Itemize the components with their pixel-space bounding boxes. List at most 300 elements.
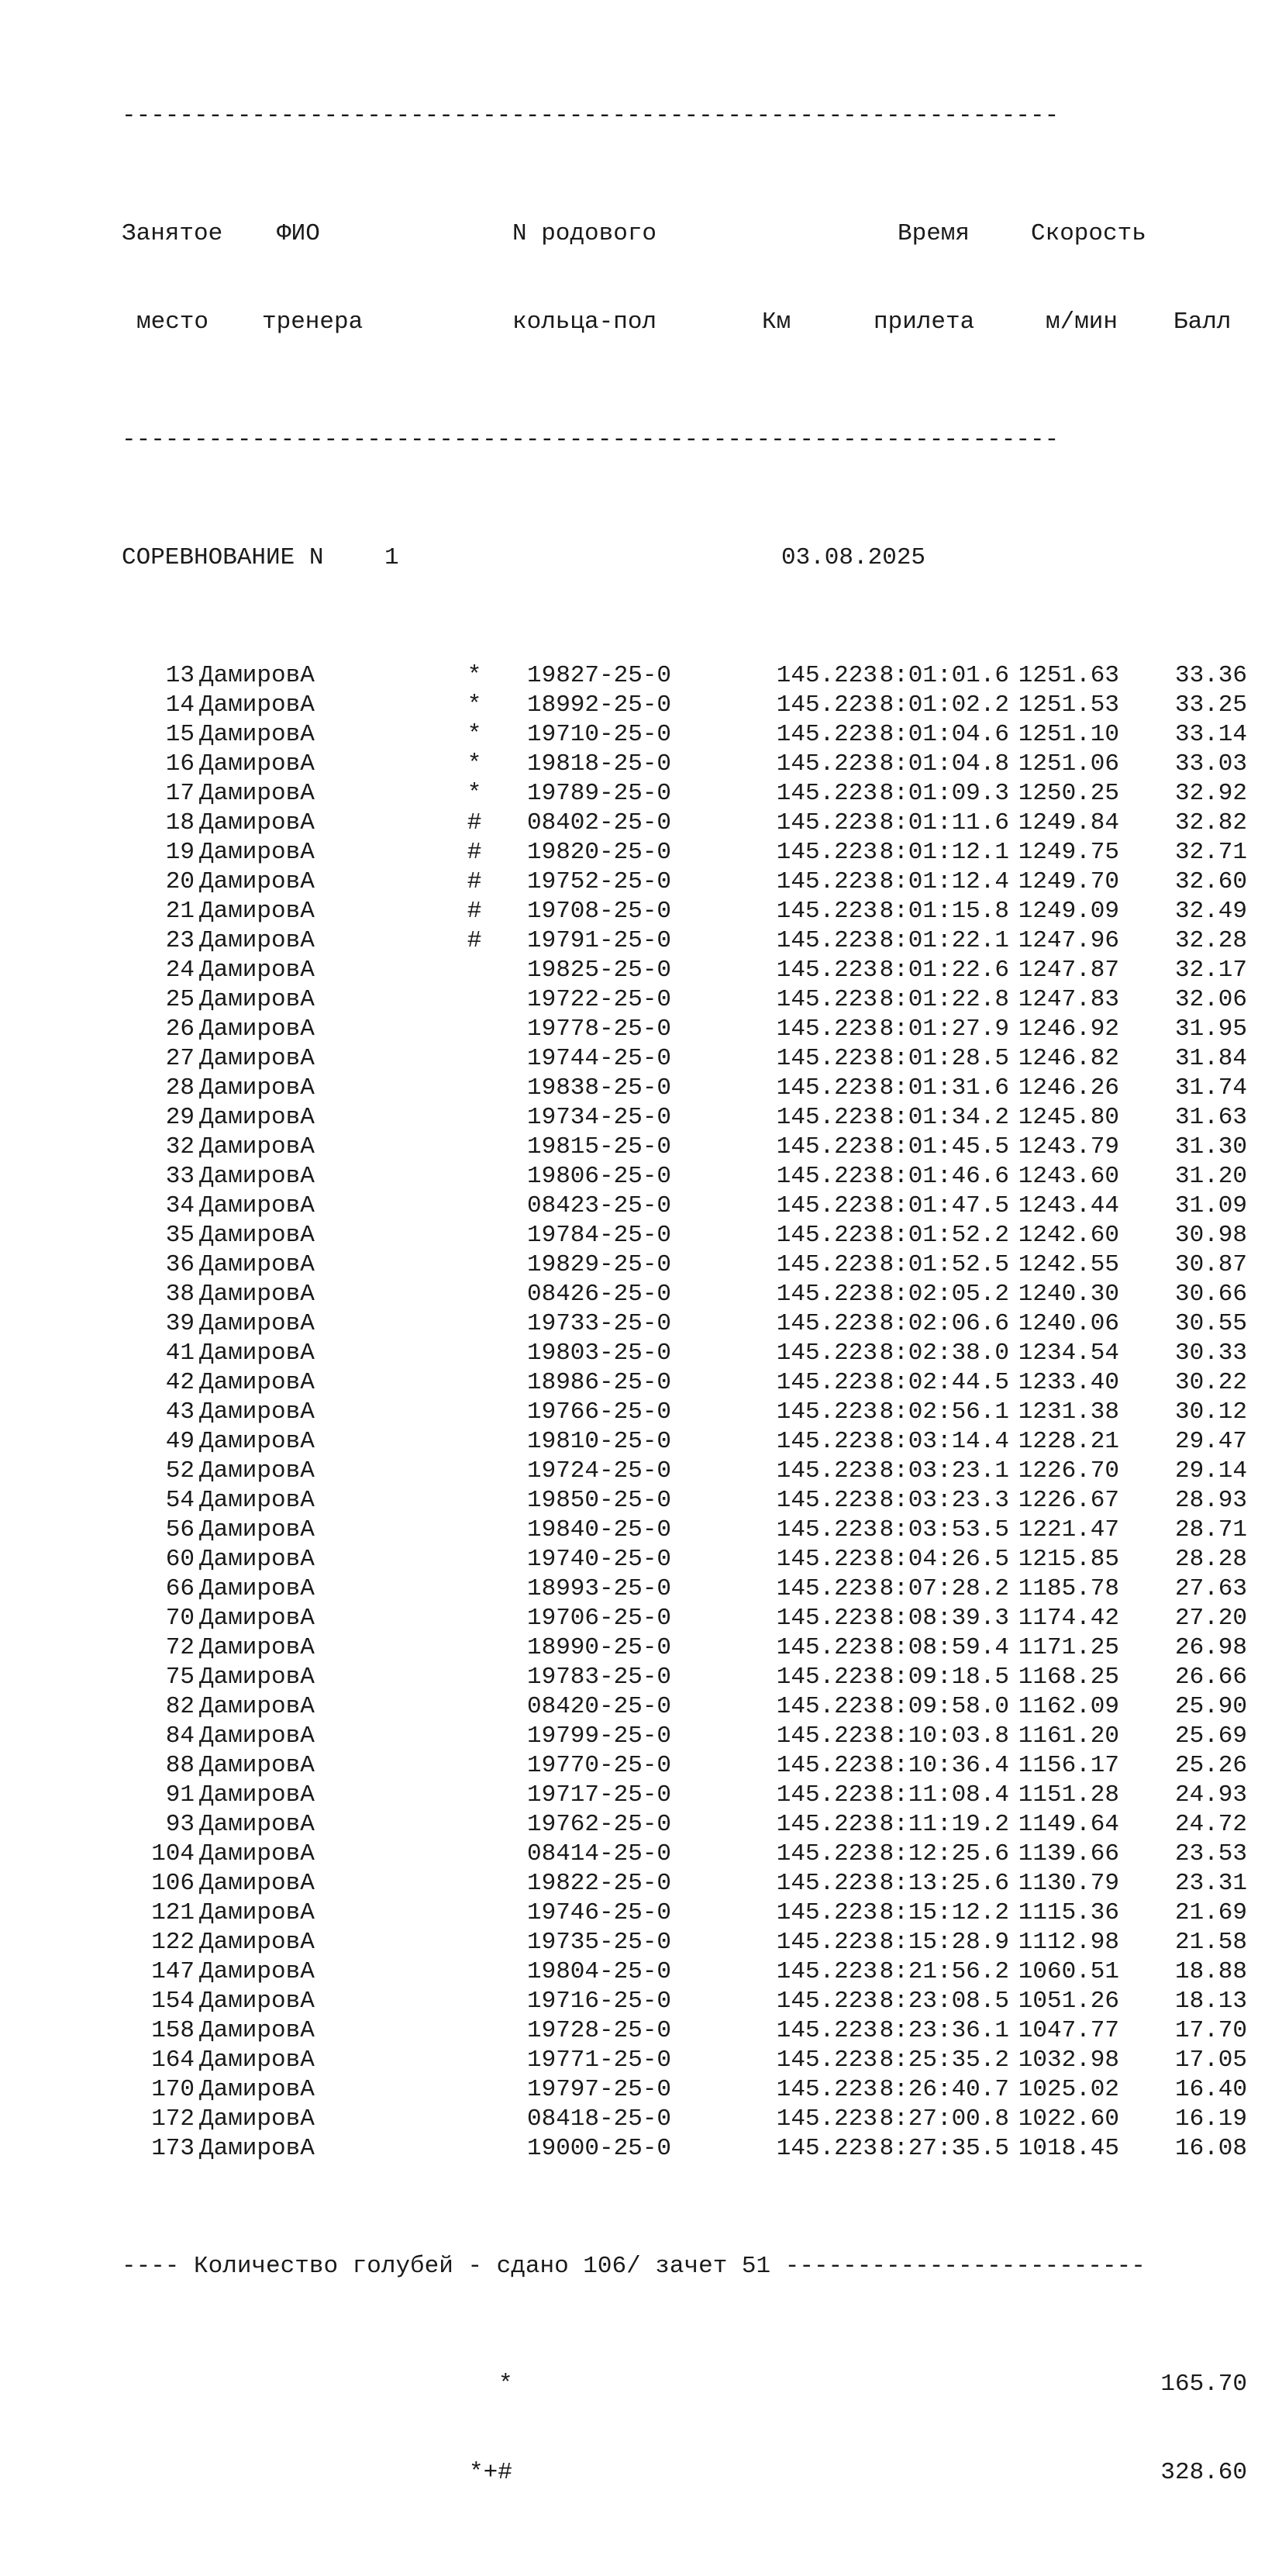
table-row xyxy=(122,1074,1253,1103)
ring-number-cell: 08423-25-0 xyxy=(527,1192,672,1219)
trainer-name-cell: ДамировА xyxy=(199,1840,315,1867)
place-cell: 20 xyxy=(165,868,195,895)
place-cell: 34 xyxy=(165,1192,195,1219)
place-cell: 70 xyxy=(165,1605,195,1632)
place-cell: 49 xyxy=(165,1428,195,1455)
speed-cell: 1249.09 xyxy=(1018,898,1119,925)
place-cell: 121 xyxy=(151,1899,195,1926)
speed-cell: 1231.38 xyxy=(1018,1398,1119,1426)
table-row xyxy=(122,1987,1253,2016)
speed-cell: 1243.60 xyxy=(1018,1163,1119,1190)
arrival-time-cell: 8:15:12.2 xyxy=(879,1899,1009,1926)
arrival-time-cell: 8:01:22.1 xyxy=(879,927,1009,954)
trainer-name-cell: ДамировА xyxy=(199,1369,315,1396)
place-cell: 26 xyxy=(165,1016,195,1043)
speed-cell: 1161.20 xyxy=(1018,1723,1119,1750)
speed-cell: 1249.75 xyxy=(1018,839,1119,866)
score-cell: 33.25 xyxy=(1174,691,1247,719)
speed-cell: 1162.09 xyxy=(1018,1693,1119,1720)
distance-cell: 145.223 xyxy=(776,691,877,719)
distance-cell: 145.223 xyxy=(776,868,877,895)
place-cell: 25 xyxy=(165,986,195,1013)
header-ring-2: кольца-пол xyxy=(512,309,657,336)
score-cell: 28.93 xyxy=(1174,1487,1247,1514)
arrival-time-cell: 8:09:18.5 xyxy=(879,1664,1009,1691)
place-cell: 41 xyxy=(165,1340,195,1367)
score-cell: 25.90 xyxy=(1174,1693,1247,1720)
place-cell: 147 xyxy=(151,1958,195,1985)
score-cell: 30.55 xyxy=(1174,1310,1247,1337)
table-row xyxy=(122,1663,1253,1692)
arrival-time-cell: 8:03:14.4 xyxy=(879,1428,1009,1455)
table-row xyxy=(122,1309,1253,1339)
distance-cell: 145.223 xyxy=(776,1074,877,1102)
trainer-name-cell: ДамировА xyxy=(199,1546,315,1573)
table-row xyxy=(122,1250,1253,1280)
results-table xyxy=(122,661,1253,2164)
score-cell: 27.63 xyxy=(1174,1575,1247,1602)
table-row xyxy=(122,1221,1253,1250)
table-row xyxy=(122,1957,1253,1987)
place-cell: 122 xyxy=(151,1929,195,1956)
table-row xyxy=(122,809,1253,838)
distance-cell: 145.223 xyxy=(776,1546,877,1573)
trainer-name-cell: ДамировА xyxy=(199,1104,315,1131)
table-row xyxy=(122,779,1253,809)
table-row xyxy=(122,661,1253,691)
distance-cell: 145.223 xyxy=(776,1192,877,1219)
distance-cell: 145.223 xyxy=(776,780,877,807)
arrival-time-cell: 8:01:27.9 xyxy=(879,1016,1009,1043)
header-separator: ----------------------------------------------------------------- xyxy=(122,426,1060,453)
trainer-name-cell: ДамировА xyxy=(199,691,315,719)
trainer-name-cell: ДамировА xyxy=(199,1340,315,1367)
arrival-time-cell: 8:12:25.6 xyxy=(879,1840,1009,1867)
ring-number-cell: 19708-25-0 xyxy=(527,898,672,925)
mark-cell: * xyxy=(467,691,482,719)
arrival-time-cell: 8:26:40.7 xyxy=(879,2076,1009,2103)
table-row xyxy=(122,1928,1253,1957)
table-row xyxy=(122,1722,1253,1751)
score-cell: 31.20 xyxy=(1174,1163,1247,1190)
arrival-time-cell: 8:09:58.0 xyxy=(879,1693,1009,1720)
distance-cell: 145.223 xyxy=(776,721,877,748)
score-cell: 31.95 xyxy=(1174,1016,1247,1043)
ring-number-cell: 19752-25-0 xyxy=(527,868,672,895)
ring-number-cell: 19716-25-0 xyxy=(527,1988,672,2015)
table-row xyxy=(122,750,1253,779)
trainer-name-cell: ДамировА xyxy=(199,1575,315,1602)
place-cell: 56 xyxy=(165,1516,195,1543)
arrival-time-cell: 8:01:04.6 xyxy=(879,721,1009,748)
ring-number-cell: 19818-25-0 xyxy=(527,750,672,778)
score-cell: 31.30 xyxy=(1174,1133,1247,1160)
distance-cell: 145.223 xyxy=(776,1664,877,1691)
arrival-time-cell: 8:01:04.8 xyxy=(879,750,1009,778)
arrival-time-cell: 8:25:35.2 xyxy=(879,2047,1009,2074)
distance-cell: 145.223 xyxy=(776,1133,877,1160)
speed-cell: 1228.21 xyxy=(1018,1428,1119,1455)
arrival-time-cell: 8:04:26.5 xyxy=(879,1546,1009,1573)
ring-number-cell: 19717-25-0 xyxy=(527,1781,672,1809)
table-row xyxy=(122,691,1253,720)
ring-number-cell: 19797-25-0 xyxy=(527,2076,672,2103)
trainer-name-cell: ДамировА xyxy=(199,809,315,836)
ring-number-cell: 19728-25-0 xyxy=(527,2017,672,2044)
trainer-name-cell: ДамировА xyxy=(199,1781,315,1809)
arrival-time-cell: 8:01:12.4 xyxy=(879,868,1009,895)
table-row xyxy=(122,1103,1253,1133)
trainer-name-cell: ДамировА xyxy=(199,2047,315,2074)
score-cell: 32.06 xyxy=(1174,986,1247,1013)
arrival-time-cell: 8:08:59.4 xyxy=(879,1634,1009,1661)
speed-cell: 1246.82 xyxy=(1018,1045,1119,1072)
arrival-time-cell: 8:01:47.5 xyxy=(879,1192,1009,1219)
trainer-name-cell: ДамировА xyxy=(199,1723,315,1750)
ring-number-cell: 19789-25-0 xyxy=(527,780,672,807)
place-cell: 72 xyxy=(165,1634,195,1661)
distance-cell: 145.223 xyxy=(776,1222,877,1249)
speed-cell: 1032.98 xyxy=(1018,2047,1119,2074)
arrival-time-cell: 8:27:00.8 xyxy=(879,2105,1009,2133)
ring-number-cell: 19766-25-0 xyxy=(527,1398,672,1426)
table-row xyxy=(122,867,1253,897)
competition-number: 1 xyxy=(384,544,399,571)
score-cell: 25.26 xyxy=(1174,1752,1247,1779)
score-cell: 26.66 xyxy=(1174,1664,1247,1691)
place-cell: 27 xyxy=(165,1045,195,1072)
table-row xyxy=(122,985,1253,1015)
distance-cell: 145.223 xyxy=(776,2076,877,2103)
ring-number-cell: 18992-25-0 xyxy=(527,691,672,719)
table-row xyxy=(122,1368,1253,1398)
distance-cell: 145.223 xyxy=(776,1575,877,1602)
pigeon-count-line: ---- Количество голубей - сдано 106/ зачет 51 ------------------------- xyxy=(122,2253,1146,2280)
ring-number-cell: 19804-25-0 xyxy=(527,1958,672,1985)
distance-cell: 145.223 xyxy=(776,1428,877,1455)
ring-number-cell: 08402-25-0 xyxy=(527,809,672,836)
trainer-name-cell: ДамировА xyxy=(199,927,315,954)
distance-cell: 145.223 xyxy=(776,2105,877,2133)
ring-number-cell: 19722-25-0 xyxy=(527,986,672,1013)
distance-cell: 145.223 xyxy=(776,2047,877,2074)
trainer-name-cell: ДамировА xyxy=(199,2135,315,2162)
score-cell: 18.88 xyxy=(1174,1958,1247,1985)
trainer-name-cell: ДамировА xyxy=(199,1457,315,1485)
trainer-name-cell: ДамировА xyxy=(199,1516,315,1543)
results-sheet xyxy=(122,43,1253,2517)
arrival-time-cell: 8:01:12.1 xyxy=(879,839,1009,866)
table-row xyxy=(122,2105,1253,2134)
speed-cell: 1242.60 xyxy=(1018,1222,1119,1249)
mark-cell: # xyxy=(467,868,482,895)
distance-cell: 145.223 xyxy=(776,927,877,954)
place-cell: 32 xyxy=(165,1133,195,1160)
header-speed-2: м/мин xyxy=(1046,309,1118,336)
place-cell: 38 xyxy=(165,1281,195,1308)
mark-cell: # xyxy=(467,839,482,866)
score-cell: 30.12 xyxy=(1174,1398,1247,1426)
mark-cell: * xyxy=(467,721,482,748)
speed-cell: 1249.84 xyxy=(1018,809,1119,836)
distance-cell: 145.223 xyxy=(776,1752,877,1779)
distance-cell: 145.223 xyxy=(776,986,877,1013)
table-row xyxy=(122,1604,1253,1633)
arrival-time-cell: 8:03:23.1 xyxy=(879,1457,1009,1485)
table-row xyxy=(122,1898,1253,1928)
table-row xyxy=(122,1044,1253,1074)
place-cell: 91 xyxy=(165,1781,195,1809)
mark-cell: * xyxy=(467,780,482,807)
distance-cell: 145.223 xyxy=(776,1281,877,1308)
score-cell: 21.69 xyxy=(1174,1899,1247,1926)
speed-cell: 1174.42 xyxy=(1018,1605,1119,1632)
score-cell: 21.58 xyxy=(1174,1929,1247,1956)
trainer-name-cell: ДамировА xyxy=(199,2017,315,2044)
place-cell: 170 xyxy=(151,2076,195,2103)
speed-cell: 1251.53 xyxy=(1018,691,1119,719)
place-cell: 158 xyxy=(151,2017,195,2044)
place-cell: 43 xyxy=(165,1398,195,1426)
score-cell: 32.82 xyxy=(1174,809,1247,836)
score-cell: 30.87 xyxy=(1174,1251,1247,1278)
score-cell: 31.09 xyxy=(1174,1192,1247,1219)
trainer-name-cell: ДамировА xyxy=(199,1605,315,1632)
speed-cell: 1251.06 xyxy=(1018,750,1119,778)
score-cell: 17.05 xyxy=(1174,2047,1247,2074)
arrival-time-cell: 8:13:25.6 xyxy=(879,1870,1009,1897)
total-marker: * xyxy=(498,2371,513,2398)
speed-cell: 1226.70 xyxy=(1018,1457,1119,1485)
speed-cell: 1168.25 xyxy=(1018,1664,1119,1691)
header-speed: Скорость xyxy=(1031,220,1146,247)
speed-cell: 1025.02 xyxy=(1018,2076,1119,2103)
distance-cell: 145.223 xyxy=(776,2135,877,2162)
score-cell: 30.98 xyxy=(1174,1222,1247,1249)
speed-cell: 1018.45 xyxy=(1018,2135,1119,2162)
speed-cell: 1226.67 xyxy=(1018,1487,1119,1514)
distance-cell: 145.223 xyxy=(776,1045,877,1072)
total-value: 165.70 xyxy=(1160,2371,1247,2398)
table-row xyxy=(122,2016,1253,2046)
distance-cell: 145.223 xyxy=(776,750,877,778)
table-row xyxy=(122,926,1253,956)
table-row xyxy=(122,1781,1253,1810)
trainer-name-cell: ДамировА xyxy=(199,1428,315,1455)
arrival-time-cell: 8:03:23.3 xyxy=(879,1487,1009,1514)
arrival-time-cell: 8:01:22.6 xyxy=(879,957,1009,984)
ring-number-cell: 18986-25-0 xyxy=(527,1369,672,1396)
top-separator: ----------------------------------------------------------------- xyxy=(122,102,1060,129)
ring-number-cell: 08420-25-0 xyxy=(527,1693,672,1720)
speed-cell: 1251.63 xyxy=(1018,662,1119,689)
place-cell: 84 xyxy=(165,1723,195,1750)
place-cell: 35 xyxy=(165,1222,195,1249)
arrival-time-cell: 8:21:56.2 xyxy=(879,1958,1009,1985)
competition-line xyxy=(122,543,1253,573)
speed-cell: 1115.36 xyxy=(1018,1899,1119,1926)
score-cell: 18.13 xyxy=(1174,1988,1247,2015)
ring-number-cell: 19744-25-0 xyxy=(527,1045,672,1072)
place-cell: 104 xyxy=(151,1840,195,1867)
table-row xyxy=(122,1516,1253,1545)
place-cell: 24 xyxy=(165,957,195,984)
score-cell: 23.31 xyxy=(1174,1870,1247,1897)
trainer-name-cell: ДамировА xyxy=(199,2076,315,2103)
ring-number-cell: 19724-25-0 xyxy=(527,1457,672,1485)
arrival-time-cell: 8:02:56.1 xyxy=(879,1398,1009,1426)
ring-number-cell: 19850-25-0 xyxy=(527,1487,672,1514)
place-cell: 13 xyxy=(165,662,195,689)
place-cell: 39 xyxy=(165,1310,195,1337)
distance-cell: 145.223 xyxy=(776,1634,877,1661)
distance-cell: 145.223 xyxy=(776,1723,877,1750)
header-ring: N родового xyxy=(512,220,657,247)
table-row xyxy=(122,1692,1253,1722)
speed-cell: 1245.80 xyxy=(1018,1104,1119,1131)
trainer-name-cell: ДамировА xyxy=(199,1664,315,1691)
score-cell: 29.14 xyxy=(1174,1457,1247,1485)
ring-number-cell: 19762-25-0 xyxy=(527,1811,672,1838)
ring-number-cell: 19000-25-0 xyxy=(527,2135,672,2162)
ring-number-cell: 19746-25-0 xyxy=(527,1899,672,1926)
speed-cell: 1051.26 xyxy=(1018,1988,1119,2015)
speed-cell: 1233.40 xyxy=(1018,1369,1119,1396)
trainer-name-cell: ДамировА xyxy=(199,1192,315,1219)
speed-cell: 1149.64 xyxy=(1018,1811,1119,1838)
trainer-name-cell: ДамировА xyxy=(199,1811,315,1838)
score-cell: 17.70 xyxy=(1174,2017,1247,2044)
score-cell: 32.60 xyxy=(1174,868,1247,895)
arrival-time-cell: 8:01:01.6 xyxy=(879,662,1009,689)
ring-number-cell: 19838-25-0 xyxy=(527,1074,672,1102)
speed-cell: 1240.06 xyxy=(1018,1310,1119,1337)
score-cell: 30.66 xyxy=(1174,1281,1247,1308)
ring-number-cell: 19803-25-0 xyxy=(527,1340,672,1367)
arrival-time-cell: 8:01:46.6 xyxy=(879,1163,1009,1190)
trainer-name-cell: ДамировА xyxy=(199,2105,315,2133)
place-cell: 106 xyxy=(151,1870,195,1897)
trainer-name-cell: ДамировА xyxy=(199,1634,315,1661)
trainer-name-cell: ДамировА xyxy=(199,1074,315,1102)
speed-cell: 1112.98 xyxy=(1018,1929,1119,1956)
speed-cell: 1247.87 xyxy=(1018,957,1119,984)
ring-number-cell: 19822-25-0 xyxy=(527,1870,672,1897)
distance-cell: 145.223 xyxy=(776,1840,877,1867)
place-cell: 75 xyxy=(165,1664,195,1691)
speed-cell: 1250.25 xyxy=(1018,780,1119,807)
table-row xyxy=(122,1339,1253,1368)
table-row xyxy=(122,897,1253,926)
trainer-name-cell: ДамировА xyxy=(199,1929,315,1956)
mark-cell: * xyxy=(467,662,482,689)
score-cell: 16.08 xyxy=(1174,2135,1247,2162)
place-cell: 29 xyxy=(165,1104,195,1131)
place-cell: 82 xyxy=(165,1693,195,1720)
arrival-time-cell: 8:01:34.2 xyxy=(879,1104,1009,1131)
speed-cell: 1060.51 xyxy=(1018,1958,1119,1985)
speed-cell: 1151.28 xyxy=(1018,1781,1119,1809)
distance-cell: 145.223 xyxy=(776,1958,877,1985)
header-row-1 xyxy=(122,219,1253,249)
score-cell: 32.28 xyxy=(1174,927,1247,954)
score-cell: 29.47 xyxy=(1174,1428,1247,1455)
arrival-time-cell: 8:23:08.5 xyxy=(879,1988,1009,2015)
mark-cell: * xyxy=(467,750,482,778)
arrival-time-cell: 8:11:19.2 xyxy=(879,1811,1009,1838)
table-row xyxy=(122,2134,1253,2164)
place-cell: 28 xyxy=(165,1074,195,1102)
header-row-2 xyxy=(122,308,1253,337)
place-cell: 18 xyxy=(165,809,195,836)
ring-number-cell: 19840-25-0 xyxy=(527,1516,672,1543)
distance-cell: 145.223 xyxy=(776,1163,877,1190)
score-cell: 31.63 xyxy=(1174,1104,1247,1131)
header-time: Время xyxy=(898,220,970,247)
speed-cell: 1249.70 xyxy=(1018,868,1119,895)
trainer-name-cell: ДамировА xyxy=(199,1398,315,1426)
distance-cell: 145.223 xyxy=(776,1516,877,1543)
score-cell: 32.92 xyxy=(1174,780,1247,807)
distance-cell: 145.223 xyxy=(776,1781,877,1809)
speed-cell: 1240.30 xyxy=(1018,1281,1119,1308)
place-cell: 15 xyxy=(165,721,195,748)
speed-cell: 1246.92 xyxy=(1018,1016,1119,1043)
ring-number-cell: 19806-25-0 xyxy=(527,1163,672,1190)
arrival-time-cell: 8:02:06.6 xyxy=(879,1310,1009,1337)
score-cell: 28.71 xyxy=(1174,1516,1247,1543)
table-row xyxy=(122,1545,1253,1574)
ring-number-cell: 19710-25-0 xyxy=(527,721,672,748)
table-row xyxy=(122,1457,1253,1486)
distance-cell: 145.223 xyxy=(776,957,877,984)
speed-cell: 1171.25 xyxy=(1018,1634,1119,1661)
score-cell: 32.49 xyxy=(1174,898,1247,925)
speed-cell: 1156.17 xyxy=(1018,1752,1119,1779)
trainer-name-cell: ДамировА xyxy=(199,1487,315,1514)
arrival-time-cell: 8:01:09.3 xyxy=(879,780,1009,807)
arrival-time-cell: 8:01:28.5 xyxy=(879,1045,1009,1072)
place-cell: 17 xyxy=(165,780,195,807)
arrival-time-cell: 8:01:52.2 xyxy=(879,1222,1009,1249)
distance-cell: 145.223 xyxy=(776,1870,877,1897)
speed-cell: 1185.78 xyxy=(1018,1575,1119,1602)
score-cell: 16.19 xyxy=(1174,2105,1247,2133)
total-value: 328.60 xyxy=(1160,2459,1247,2486)
speed-cell: 1243.79 xyxy=(1018,1133,1119,1160)
arrival-time-cell: 8:01:22.8 xyxy=(879,986,1009,1013)
arrival-time-cell: 8:01:15.8 xyxy=(879,898,1009,925)
distance-cell: 145.223 xyxy=(776,809,877,836)
header-score: Балл xyxy=(1173,309,1232,336)
arrival-time-cell: 8:03:53.5 xyxy=(879,1516,1009,1543)
ring-number-cell: 19784-25-0 xyxy=(527,1222,672,1249)
distance-cell: 145.223 xyxy=(776,1811,877,1838)
distance-cell: 145.223 xyxy=(776,1899,877,1926)
ring-number-cell: 19706-25-0 xyxy=(527,1605,672,1632)
table-row xyxy=(122,838,1253,867)
score-cell: 33.36 xyxy=(1174,662,1247,689)
trainer-name-cell: ДамировА xyxy=(199,1045,315,1072)
speed-cell: 1242.55 xyxy=(1018,1251,1119,1278)
table-row xyxy=(122,1191,1253,1221)
table-row xyxy=(122,1486,1253,1516)
trainer-name-cell: ДамировА xyxy=(199,1899,315,1926)
ring-number-cell: 19733-25-0 xyxy=(527,1310,672,1337)
ring-number-cell: 19771-25-0 xyxy=(527,2047,672,2074)
place-cell: 60 xyxy=(165,1546,195,1573)
place-cell: 66 xyxy=(165,1575,195,1602)
